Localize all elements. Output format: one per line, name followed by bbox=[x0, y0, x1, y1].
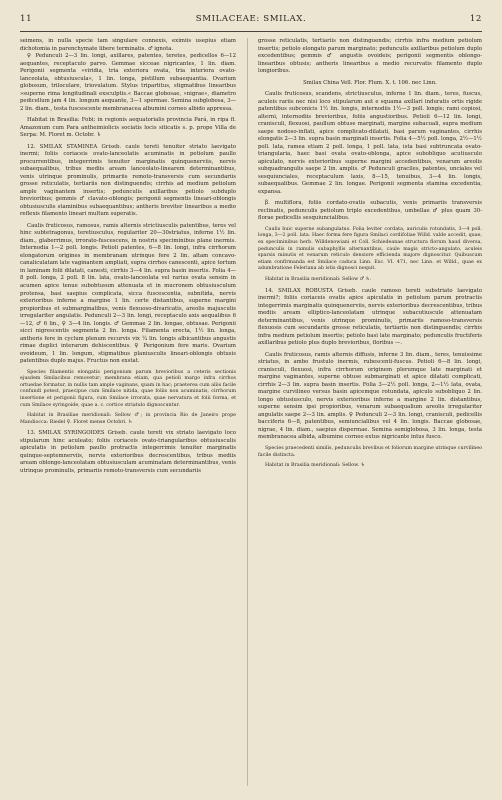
species-heading-14: 14. SMILAX ROBUSTA Griseb. caule ramoso tereti substriato laevigato inermi?; foliis coriaceis ovatis apice apiculatis in petiolum parum protractis integerrimis marginatis quinquenerviis, nervis exterioribus decrescentibus, tribus mediis aream elliptico-lanceolatam utrinque subacutiuscule attenuatam determinantibus, venis utrinque prominulis, primariis ramoso-transversis flexuosis cum secundariis grosse reticulatis, tertiariis non distinguendis; cirrhis infra medium petiolum insertis; petiolo basi late marginato; pedunculis fructiferis axillaribus petiolo plus duplo brevioribus, floribus —. bbox=[258, 287, 482, 347]
paragraph: Habitat in Brasilia: Fobi; in regionis aequatorialis provincia Pará, in ripa fl. Amazonum cum Para antheimiolicis sociatis locis siticatis s. p. prope Villa de Serpa: M. Floret m. Octobr. ♄ bbox=[20, 117, 236, 139]
running-header bbox=[20, 14, 482, 28]
small-paragraph: Species filamentis elongatis perigonium parum brevioribus a ceteris sectionis ejusdem Smilacibus removetur; membrana etiam, qua petioli margo infra cirrhos ortuedae formatur, in nullis tam ample vaginans, quam in hac; praeterea cum aliis facile confundi potest, praecipue cum Smilace nitida, quae foliis non acuminatis, cirrhorum insertione et perigonii figura, cum Smilace irrorata, quae nervatura et folii forma, et cum Smilace syringoide, quae a. c. cortice striatulo dignoscuntur. bbox=[20, 369, 236, 408]
species-heading-13: 13. SMILAX SYRINGOIDES Griseb. caule tereti vix striato laevigato loco stipularum hinc aculeato; foliis coriaceis ovato-triangularibus obtusiusculis apiculatis in petiolum paullo protractis integerrimis tenuiter marginatis quinque-septemnerviis, nervis exterioribus decrescentibus, tribus mediis aream oblongo-lanceolatam obtusiusculam acuminatam determinantibus, venis utrinque prominulis, primariis remoto-transversis cum secundariis bbox=[20, 430, 236, 474]
habitat-note: Habitat in Brasiliae meridionali: Sellow ♂; in provincia Rio de Janeiro prope Mandiocca: Riedel ♀. Floret mense Octobri. ♄ bbox=[20, 413, 236, 425]
left-column bbox=[20, 38, 236, 786]
habitat-note: Habitat in Brasilia meridionali: Sellow. ♄ bbox=[265, 463, 365, 469]
right-column bbox=[258, 38, 482, 786]
paragraph: ♀ Pedunculi 2—3 lin. longi, axillares, patentes, teretes, pedicellos 6—12 aequantes, receptaculo parvo. Gemmae sicceae nigricantes, 1 lin. diam. Perigonii segmenta »viridia, tria exteriora ovata, tria interiora ovato-lanceolata, obtusiuscula«, 1 lin. longa, pistillum subaequantia. Ovarium globosum, triloculare, triovulatum. Stylus tripartitus, stigmatibus linearibus »superne rima longitudinali exsculptis.« Baccae globosae, »nigrae«, diametro pedicellum jam 4 lin. longum aequante, 3—1 spermae. Semina subglobosa, 3—2 lin. diam., testa fuscescente membranacea albumini corneo albido appressa. bbox=[20, 53, 236, 112]
page-number-right: 12 bbox=[469, 14, 482, 24]
habitat-note: Habitat in Brasilia meridionali: Sellow ♂ ♄. bbox=[265, 277, 372, 283]
synonym-line: Smilax China Vell. Flor. Flum. X. t. 106. nec Linn. bbox=[303, 79, 437, 86]
column-divider bbox=[247, 38, 248, 786]
small-paragraph: Caulis huic superne subangulatus. Folia leviter cordata, auriculis rotundatis, 3—4 poll. longa, 3—2 poll. lata. Haec forma fere figura Smilaci cordifoliae Willd. valde accedit, quae, ex speciminibus herb. Willdenowiani et Coll. Schiedeanae structura florum haud diversa, pedunculis in ramulis subaphyllis alternantibus, caule magis stricto-angulato, aculeis sparsis minutis et venarum reticulo densiore efficienda majore dignoscitur. Quibuscum etiam confirmanda est Smilace caduca Linn. Exc. VI. 471, nec Linn. et Willd., quae ex adumbratione Feleriana ab istis dignosci nequit. bbox=[258, 226, 482, 272]
small-paragraph: Species praecedenti similis, pedunculis brevibus et foliorum margine utrinque curvilineo facile distincta. bbox=[258, 445, 482, 458]
running-title: SMILACEAE: SMILAX. bbox=[195, 14, 307, 24]
paragraph: Caulis fruticosus, scandens, strictiusculus, inferne 1 lin. diam., teres, fuscus, aculeis rariis nec nisi loco stipularum aut e squama axillari induratis ortis rigide patentibus subconicis 1½ lin. longis, internodiis 1½—3 poll. longis; rami copiosi, alterni, internodiis brevioribus, foliis angustioribus. Petioli 6—12 lin. longi, cranisculi, flexuosi, paullum obtuse marginati, margine subacuali, supra medium saepe nodoso-inflati, apice complicato-dilatati, basi parum vaginantes, cirrhis elongatis 2—3 lin. supra basin marginali insertis. Folia 4—5½ poll. longa, 2½—1½ poll. lata, ramea etiam 2 poll. longa, 1 poll. lata, ista basi subtruncata ovato-triangularia, haec basi ovata ovato-oblonga, apice subobliquo acutiusculo apiculato, nervis exterioribus superne margini accedentibus, venarum areolis subquadrangulis saepe 2 lin. amplis. ♂ Pedunculi graciles, patentes, unciales vel sesquiunciales, receptaculum laxis, 8—15, tenuibus, 3—4 lin. longis, subaequalibus. Gemmae 2 lin. longae. Perigonii segmenta stamina excedentia, expansa. bbox=[258, 91, 482, 195]
paragraph: Caulis fruticosus, ramosus, ramis alternis strictiusculis patentibus, teres vel hinc subtetragonus, teretiusculus, regulariter 20—30striatus, inferne 1½ lin. diam., glaberrimus, irrorato-fuscescens, in nostris speciminibus plane inermis. Internodia 1—2 poll. longis. Petioli patentes, 6—8 lin. longi, infra cirrhorum elongatorum origines in membranam utrinque fere 2 lin. altam concavo-canaliculatam late vaginantem ampliati, supra cirrhos canescenti, apice tortum in laminam folii dilatati, canesti, cirrhis 3—4 lin. supra basin insertis. Folia 4—8 poll. longa, 2 poll. 8 lin. lata, ovato-lanceolata vel rarius ovata sensim in acumen apice tenue subobtusum attenuata et in mucronem obtusiusculum protensa, basi saepius complicata, sicca fuscescentia, subnitida, nervis exterioribus inferne a margine 1 lin. certe distantibus, superne margini propioribus et submarginalibus, venis flexuoso-divaricatis, areolis majusculis irregulariter angulatis. Pedunculi 2—3 lin. longi, receptaculo axis aequalibus 6—12, ♂ 6 lin., ♀ 3—4 lin. longis. ♂ Gemmae 2 lin. longae, obtusae. Perigonii sicci nigrescentis segmenta 2 lin. longa. Filamenta erecta, 1½ lin. longa, antheris fere in cyclum plenum recurvis vix ¼ lin. longis albicantibus angustis rimae duplici interarum dehiscentibus. ♀ Perigonium fere maris. Ovarium ovoideum, 1 lin. longum, stigmatibus planiusculis lineari-oblongis obtusis patentibus duplo majus. Fructus non exstat. bbox=[20, 222, 236, 365]
header-rule bbox=[20, 31, 482, 32]
species-heading-12: 12. SMILAX STAMINEA Griseb. caule tereti tenuiter striato laevigato inermi; foliis coriaceis ovato-lanceolatis acuminatis in petiolum paullo procurrentibus, integerrimis tenuiter marginatis quinquenerviis, nervis subaequalibus, tribus mediis aream lanceolato-linearem determinantibus, venis utrinque prominulis, primariis remoto-transversis cum secundariis grosse reticulatis, tertiariis non distinguendis; cirrhis ad medium petiolum ample vaginantem insertis; pedunculis axillaribus petiolo subduplo brevioribus; gemmis ♂ clavato-oblongis; perigonii segmentis lineari-oblongis obtusiusculis staminibus subaequantibus; antheris breviter linearibus a medio reflexis filamento lineari multum superatis. bbox=[20, 143, 236, 218]
variety-paragraph: β. multiflora, foliis cordato-ovatis subacutis, venis primariis transversis reclinatis, pedunculis petiolum triplo excedentibus, umbellae ♂ plus quam 30-florae pedicellis sesquiuncialibus. bbox=[258, 200, 482, 222]
paragraph: seimens, in nulla specie tam singulare connexis, eximiis usepius etiam dichotomia in parenchymate libere terminatis. ♂ ignota. bbox=[20, 38, 236, 52]
paragraph: grosse reticulatis, tertiariis non distinguendis; cirrhis infra medium petiolum insertis; petiolo elongato parum marginato; pedunculis axillaribus petiolum duplo excedentibus; gemmis ♂ angustis ovoideis; perigonii segmentis oblongo-linearibus obtusis; antheris linearibus a medio recurvatis filamento duplo longioribus. bbox=[258, 38, 482, 75]
paragraph: Caulis fruticosus, ramis alternis diffusis, inferne 3 lin. diam., teres, tenuissime striatus, in ambo frustulo inermis, rubescenti-fuscus. Petioli 6—8 lin. longi, cranisculi, flexuosi, infra cirrhorum originem plerumque late marginati et margine vaginantes, superne obtuse submarginati et apice dilatati complicati, cirrhis 2—3 lin. supra basin insertis. Folia 3—2½ poll. longa, 2—1½ lata, ovata, margine curvilineo versus basin apicemque rotundata, apiculo subobliquo 2 lin. longo obtusiusculo, nervis exterioribus inferne a margine 2 lin. distantibus, superne sensim ipsi propioribus, venarum subaequalium areolis irregulariter angulatis saepe 2—3 lin. amplis. ♀ Pedunculi 2—3 lin. longi, cranisculi, pedicellis bacciferis 6—8, patentibus, semiuncialibus vel 4 lin. longis. Baccae globosae, nigrae, 4 lin. diam., saepius dispermae. Semina semiglobosa, 3 lin. longa, testa membranacea albida, albumine corneo extus nigricante intus fusco. bbox=[258, 351, 482, 441]
page-number-left: 11 bbox=[20, 14, 33, 24]
